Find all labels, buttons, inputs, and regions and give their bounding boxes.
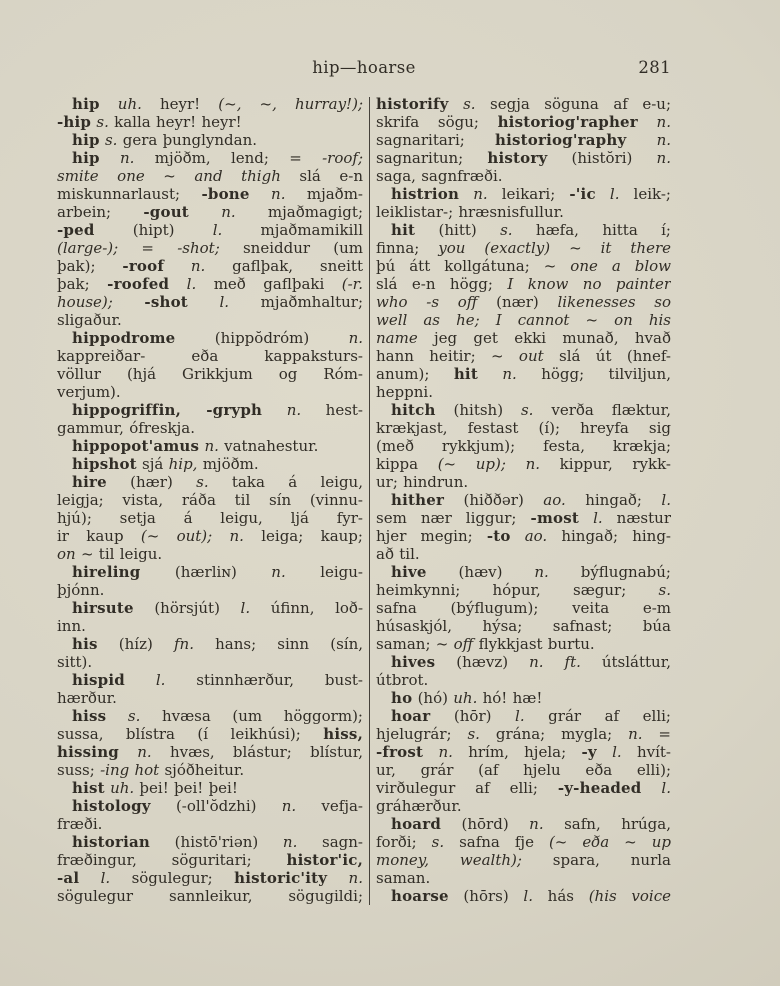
dictionary-line: að til. (376, 545, 420, 563)
dictionary-line: hoar (hōr) l. grár af elli; (391, 707, 671, 725)
dictionary-line: sem nær liggur; -most l. næstur (376, 509, 671, 527)
dictionary-line: ur; hindrun. (376, 473, 469, 491)
dictionary-line: -frost n. hrím, hjela; -y l. hvít- (376, 743, 671, 761)
dictionary-line: hippopot'amus n. vatnahestur. (72, 437, 319, 455)
dictionary-line: arbein; -gout n. mjaðmagigt; (57, 203, 363, 221)
dictionary-line: name jeg get ekki munað, hvað (376, 329, 671, 347)
dictionary-line: hippogriffin, -gryph n. hest- (72, 401, 363, 419)
dictionary-line: hireling (hærliɴ) n. leigu- (72, 563, 363, 581)
dictionary-line: ho (hó) uh. hó! hæ! (391, 689, 543, 707)
dictionary-line: hip n. mjöðm, lend; = -roof; (72, 149, 363, 167)
dictionary-line: hjú); setja á leigu, ljá fyr- (57, 509, 363, 527)
dictionary-line: sitt). (57, 653, 93, 671)
dictionary-line: on ~ til leigu. (57, 545, 163, 563)
dictionary-line: hoarse (hōrs) l. hás (his voice (391, 887, 671, 905)
dictionary-line: saman; ~ off flykkjast burtu. (376, 635, 595, 653)
dictionary-line: sussa, blístra (í leikhúsi); hiss, (57, 725, 363, 743)
dictionary-line: hip uh. heyr! (~, ~, hurray!); (72, 95, 363, 113)
dictionary-line: house); -shot l. mjaðmhaltur; (57, 293, 363, 311)
dictionary-line: hives (hævz) n. ft. útsláttur, (391, 653, 671, 671)
dictionary-line: virðulegur af elli; -y-headed l. (376, 779, 671, 797)
dictionary-line: hither (hiððər) ao. hingað; l. (391, 491, 671, 509)
page-number: 281 (638, 58, 672, 77)
column-divider (369, 97, 370, 905)
dictionary-line: hærður. (57, 689, 117, 707)
dictionary-line: -ped (hipt) l. mjaðmamikill (57, 221, 363, 239)
dictionary-line: hjer megin; -to ao. hingað; hing- (376, 527, 671, 545)
dictionary-line: hirsute (hörsjút) l. úfinn, loð- (72, 599, 363, 617)
dictionary-line: inn. (57, 617, 86, 635)
dictionary-line: hip s. gera þunglyndan. (72, 131, 258, 149)
dictionary-line: -al l. sögulegur; historic'ity n. (57, 869, 363, 887)
dictionary-line: hire (hær) s. taka á leigu, (72, 473, 363, 491)
dictionary-line: hoard (hōrd) n. safn, hrúga, (391, 815, 671, 833)
dictionary-line: gammur, ófreskja. (57, 419, 195, 437)
dictionary-line: fræði. (57, 815, 103, 833)
dictionary-line: saman. (376, 869, 431, 887)
dictionary-line: money, wealth); spara, nurla (376, 851, 671, 869)
page-title: hip—hoarse (312, 58, 416, 77)
dictionary-line: hipshot sjá hip, mjöðm. (72, 455, 259, 473)
dictionary-line: sagnaritari; historiog'raphy n. (376, 131, 671, 149)
dictionary-line: sögulegur sannleikur, sögugildi; (57, 887, 363, 905)
dictionary-line: þú átt kollgátuna; ~ one a blow (376, 257, 671, 275)
dictionary-line: histrion n. leikari; -'ic l. leik-; (391, 185, 671, 203)
dictionary-line: völlur (hjá Grikkjum og Róm- (57, 365, 363, 383)
dictionary-line: hit (hitt) s. hæfa, hitta í; (391, 221, 671, 239)
left-column (57, 95, 363, 905)
dictionary-line: ur, grár (af hjelu eða elli); (376, 761, 671, 779)
dictionary-line: finna; you (exactly) ~ it there (376, 239, 671, 257)
dictionary-line: leiklistar-; hræsnisfullur. (376, 203, 564, 221)
dictionary-line: gráhærður. (376, 797, 462, 815)
dictionary-line: historian (histō'riən) n. sagn- (72, 833, 363, 851)
dictionary-line: leigja; vista, ráða til sín (vinnu- (57, 491, 363, 509)
dictionary-line: hiss s. hvæsa (um höggorm); (72, 707, 363, 725)
dictionary-line: hann heitir; ~ out slá út (hnef- (376, 347, 671, 365)
dictionary-line: miskunnarlaust; -bone n. mjaðm- (57, 185, 363, 203)
dictionary-line: saga, sagnfræði. (376, 167, 503, 185)
dictionary-line: útbrot. (376, 671, 429, 689)
dictionary-line: (með rykkjum); festa, krækja; (376, 437, 671, 455)
dictionary-line: forði; s. safna fje (~ eða ~ up (376, 833, 671, 851)
dictionary-line: krækjast, festast (í); hreyfa sig (376, 419, 671, 437)
right-column (376, 95, 671, 905)
dictionary-line: well as he; I cannot ~ on his (376, 311, 671, 329)
dictionary-line: skrifa sögu; historiog'rapher n. (376, 113, 671, 131)
dictionary-line: sligaður. (57, 311, 122, 329)
dictionary-line: slá e-n högg; I know no painter (376, 275, 671, 293)
dictionary-line: heimkynni; hópur, sægur; s. (376, 581, 671, 599)
dictionary-line: hjelugrár; s. grána; mygla; n. = (376, 725, 671, 743)
dictionary-line: sagnaritun; history (histŏri) n. (376, 149, 671, 167)
dictionary-line: hive (hæv) n. býflugnabú; (391, 563, 671, 581)
dictionary-line: þak); -roof n. gaflþak, sneitt (57, 257, 363, 275)
dictionary-line: þak; -roofed l. með gaflþaki (-r. (57, 275, 363, 293)
dictionary-line: ir kaup (~ out); n. leiga; kaup; (57, 527, 363, 545)
dictionary-line: verjum). (57, 383, 121, 401)
dictionary-line: heppni. (376, 383, 433, 401)
text-block (57, 95, 671, 905)
dictionary-line: safna (býflugum); veita e-m (376, 599, 671, 617)
dictionary-line: historify s. segja söguna af e-u; (376, 95, 671, 113)
dictionary-line: húsaskjól, hýsa; safnast; búa (376, 617, 671, 635)
dictionary-line: who -s off (nær) likenesses so (376, 293, 671, 311)
dictionary-line: hispid l. stinnhærður, bust- (72, 671, 363, 689)
dictionary-line: hitch (hitsh) s. verða flæktur, (391, 401, 671, 419)
dictionary-line: hist uh. þei! þei! þei! (72, 779, 238, 797)
dictionary-line: -hip s. kalla heyr! heyr! (57, 113, 242, 131)
dictionary-line: fræðingur, söguritari; histor'ic, (57, 851, 363, 869)
dictionary-line: kippa (~ up); n. kippur, rykk- (376, 455, 671, 473)
dictionary-line: hippodrome (hippŏdróm) n. (72, 329, 363, 347)
dictionary-line: hissing n. hvæs, blástur; blístur, (57, 743, 363, 761)
dictionary-line: þjónn. (57, 581, 105, 599)
dictionary-line: histology (-oll'ŏdzhi) n. vefja- (72, 797, 363, 815)
dictionary-line: smite one ~ and thigh slá e-n (57, 167, 363, 185)
dictionary-line: anum); hit n. högg; tilviljun, (376, 365, 671, 383)
dictionary-line: kappreiðar- eða kappaksturs- (57, 347, 363, 365)
dictionary-line: his (híz) fn. hans; sinn (sín, (72, 635, 363, 653)
running-head (57, 58, 671, 77)
dictionary-line: (large-); = -shot; sneiddur (um (57, 239, 363, 257)
dictionary-line: suss; -ing hot sjóðheitur. (57, 761, 245, 779)
